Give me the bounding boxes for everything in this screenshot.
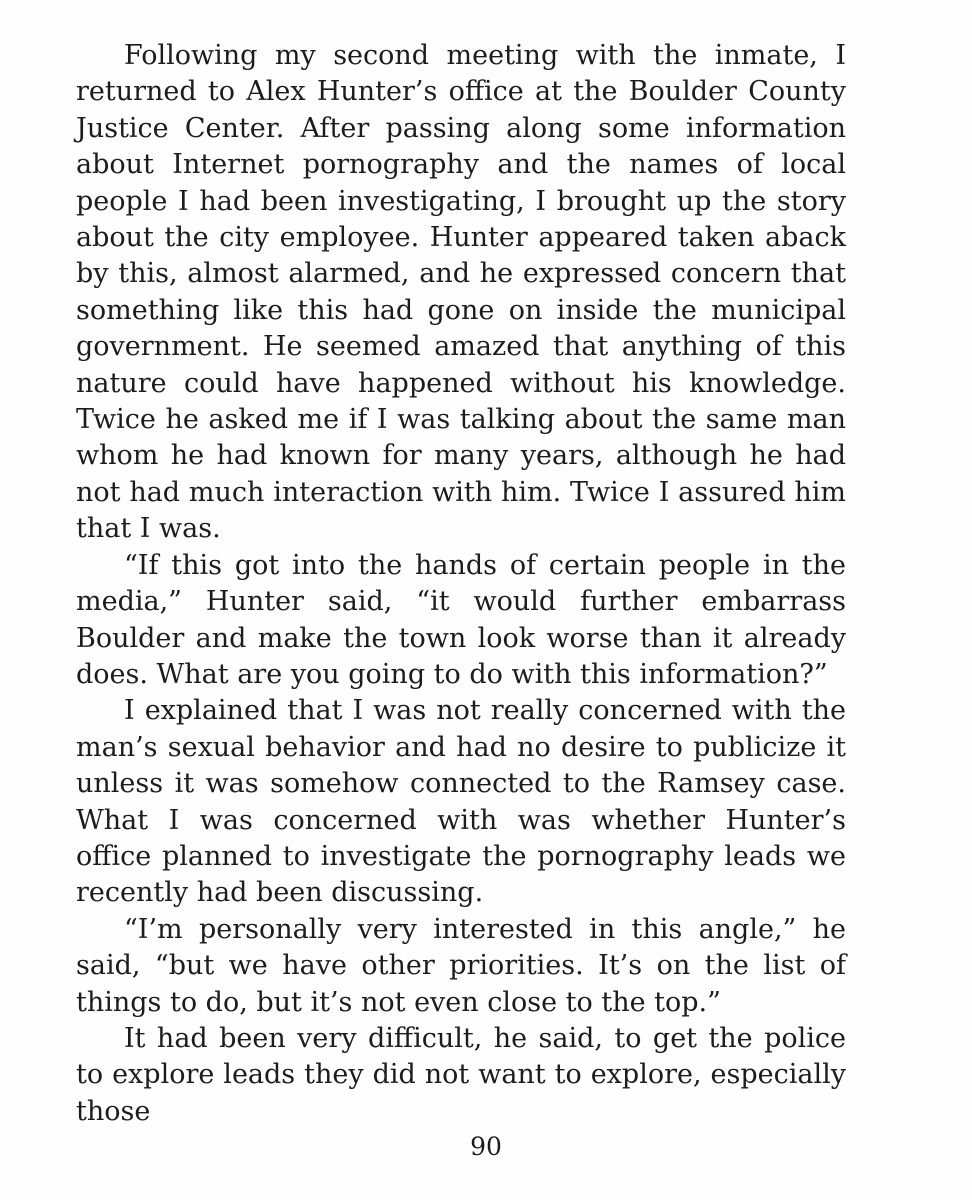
body-text bbox=[76, 38, 846, 1130]
paragraph-5: It had been very difficult, he said, to get the police to explore leads they did not want to explore, especially those bbox=[76, 1022, 846, 1127]
paragraph-1: Following my second meeting with the inmate, I returned to Alex Hunter’s office at the Boulder County Justice Center. After passing along some information about Internet pornography and the names of local people I had been investigating, I brought up the story about the city employee. Hunter appeared taken aback by this, almost alarmed, and he expressed concern that something like this had gone on inside the municipal government. He seemed amazed that anything of this nature could have happened without his knowledge. Twice he asked me if I was talking about the same man whom he had known for many years, although he had not had much interaction with him. Twice I assured him that I was. bbox=[76, 40, 846, 545]
paragraph-4: “I’m personally very interested in this angle,” he said, “but we have other priorities. It’s on the list of things to do, but it’s not even close to the top.” bbox=[76, 913, 846, 1018]
page-number: 90 bbox=[470, 1132, 502, 1161]
paragraph-2: “If this got into the hands of certain people in the media,” Hunter said, “it would further embarrass Boulder and make the town look worse than it already does. What are you going to do with this information?” bbox=[76, 549, 846, 690]
paragraph-3: I explained that I was not really concerned with the man’s sexual behavior and had no desire to publicize it unless it was somehow connected to the Ramsey case. What I was concerned with was whether Hunter’s office planned to investigate the pornography leads we recently had been discussing. bbox=[76, 695, 846, 909]
